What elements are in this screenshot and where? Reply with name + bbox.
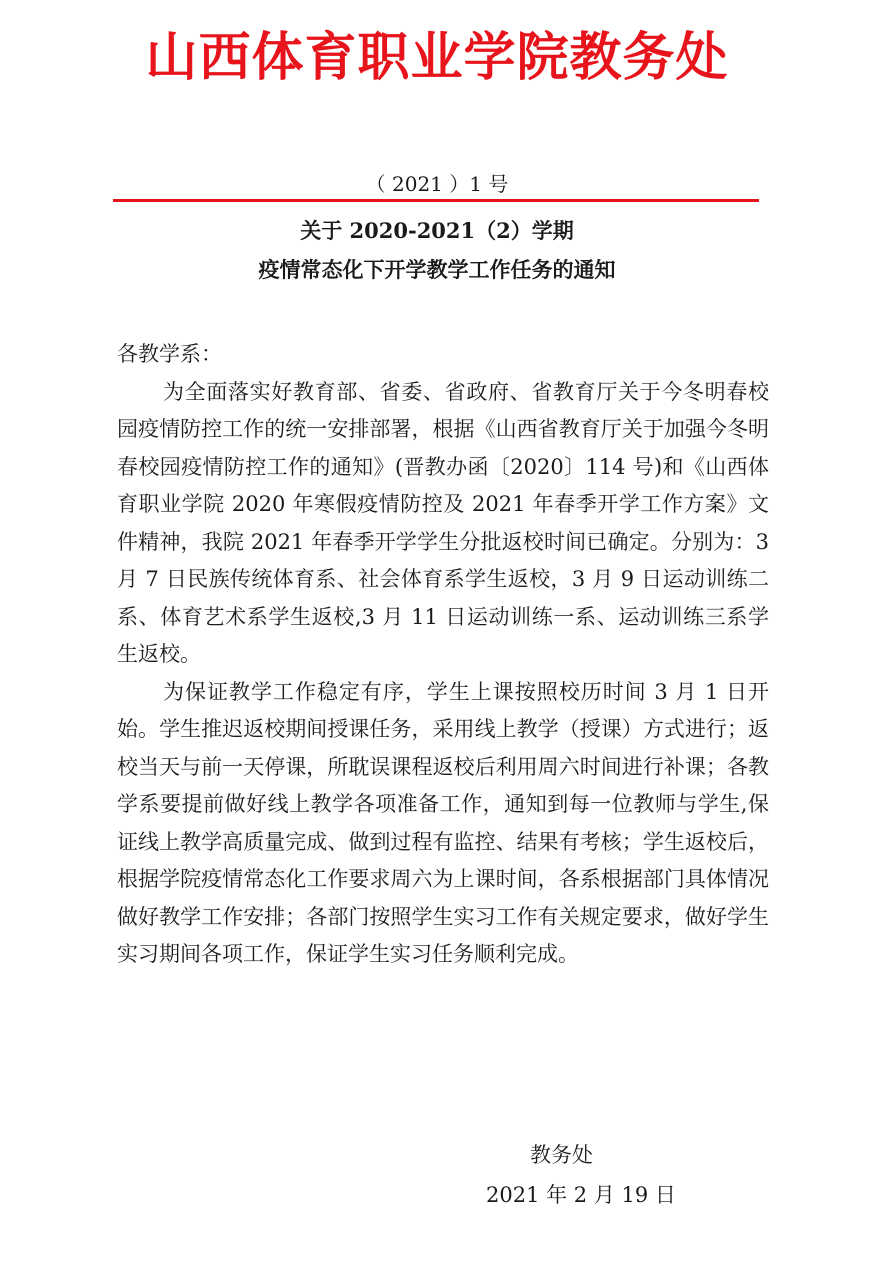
- signature-department: 教务处: [530, 1143, 593, 1167]
- salutation: 各教学系：: [117, 342, 222, 366]
- header-organization-title: 山西体育职业学院教务处: [145, 27, 729, 88]
- body-paragraph-1: 为全面落实好教育部、省委、省政府、省教育厅关于今冬明春校园疫情防控工作的统一安排部署，根据《山西省教育厅关于加强今冬明春校园疫情防控工作的通知》(晋教办函〔2020〕114 号)和《山西体育职业学院 2020 年寒假疫情防控及 2021 年春季开学工作方案》文件精神，我院 2021 年春季开学学生分批返校时间已确定。分别为：3 月 7 日民族传统体育系、社会体育系学生返校，3 月 9 日运动训练二系、体育艺术系学生返校,3 月 11 日运动训练一系、运动训练三系学生返校。: [117, 379, 769, 666]
- body-paragraph-2: 为保证教学工作稳定有序，学生上课按照校历时间 3 月 1 日开始。学生推迟返校期间授课任务，采用线上教学（授课）方式进行；返校当天与前一天停课，所耽误课程返校后利用周六时间进行补课；各教学系要提前做好线上教学各项准备工作，通知到每一位教师与学生,保证线上教学高质量完成、做到过程有监控、结果有考核；学生返校后，根据学院疫情常态化工作要求周六为上课时间，各系根据部门具体情况做好教学工作安排；各部门按照学生实习工作有关规定要求，做好学生实习期间各项工作，保证学生实习任务顺利完成。: [117, 679, 769, 966]
- document-number: （ 2021 ）1 号: [365, 172, 509, 196]
- notice-title-line1: 关于 2020-2021（2）学期: [300, 218, 574, 243]
- header-red-divider: [113, 199, 759, 202]
- signature-date: 2021 年 2 月 19 日: [486, 1183, 676, 1207]
- document-body: [117, 336, 769, 974]
- notice-title-line2: 疫情常态化下开学教学工作任务的通知: [258, 257, 616, 282]
